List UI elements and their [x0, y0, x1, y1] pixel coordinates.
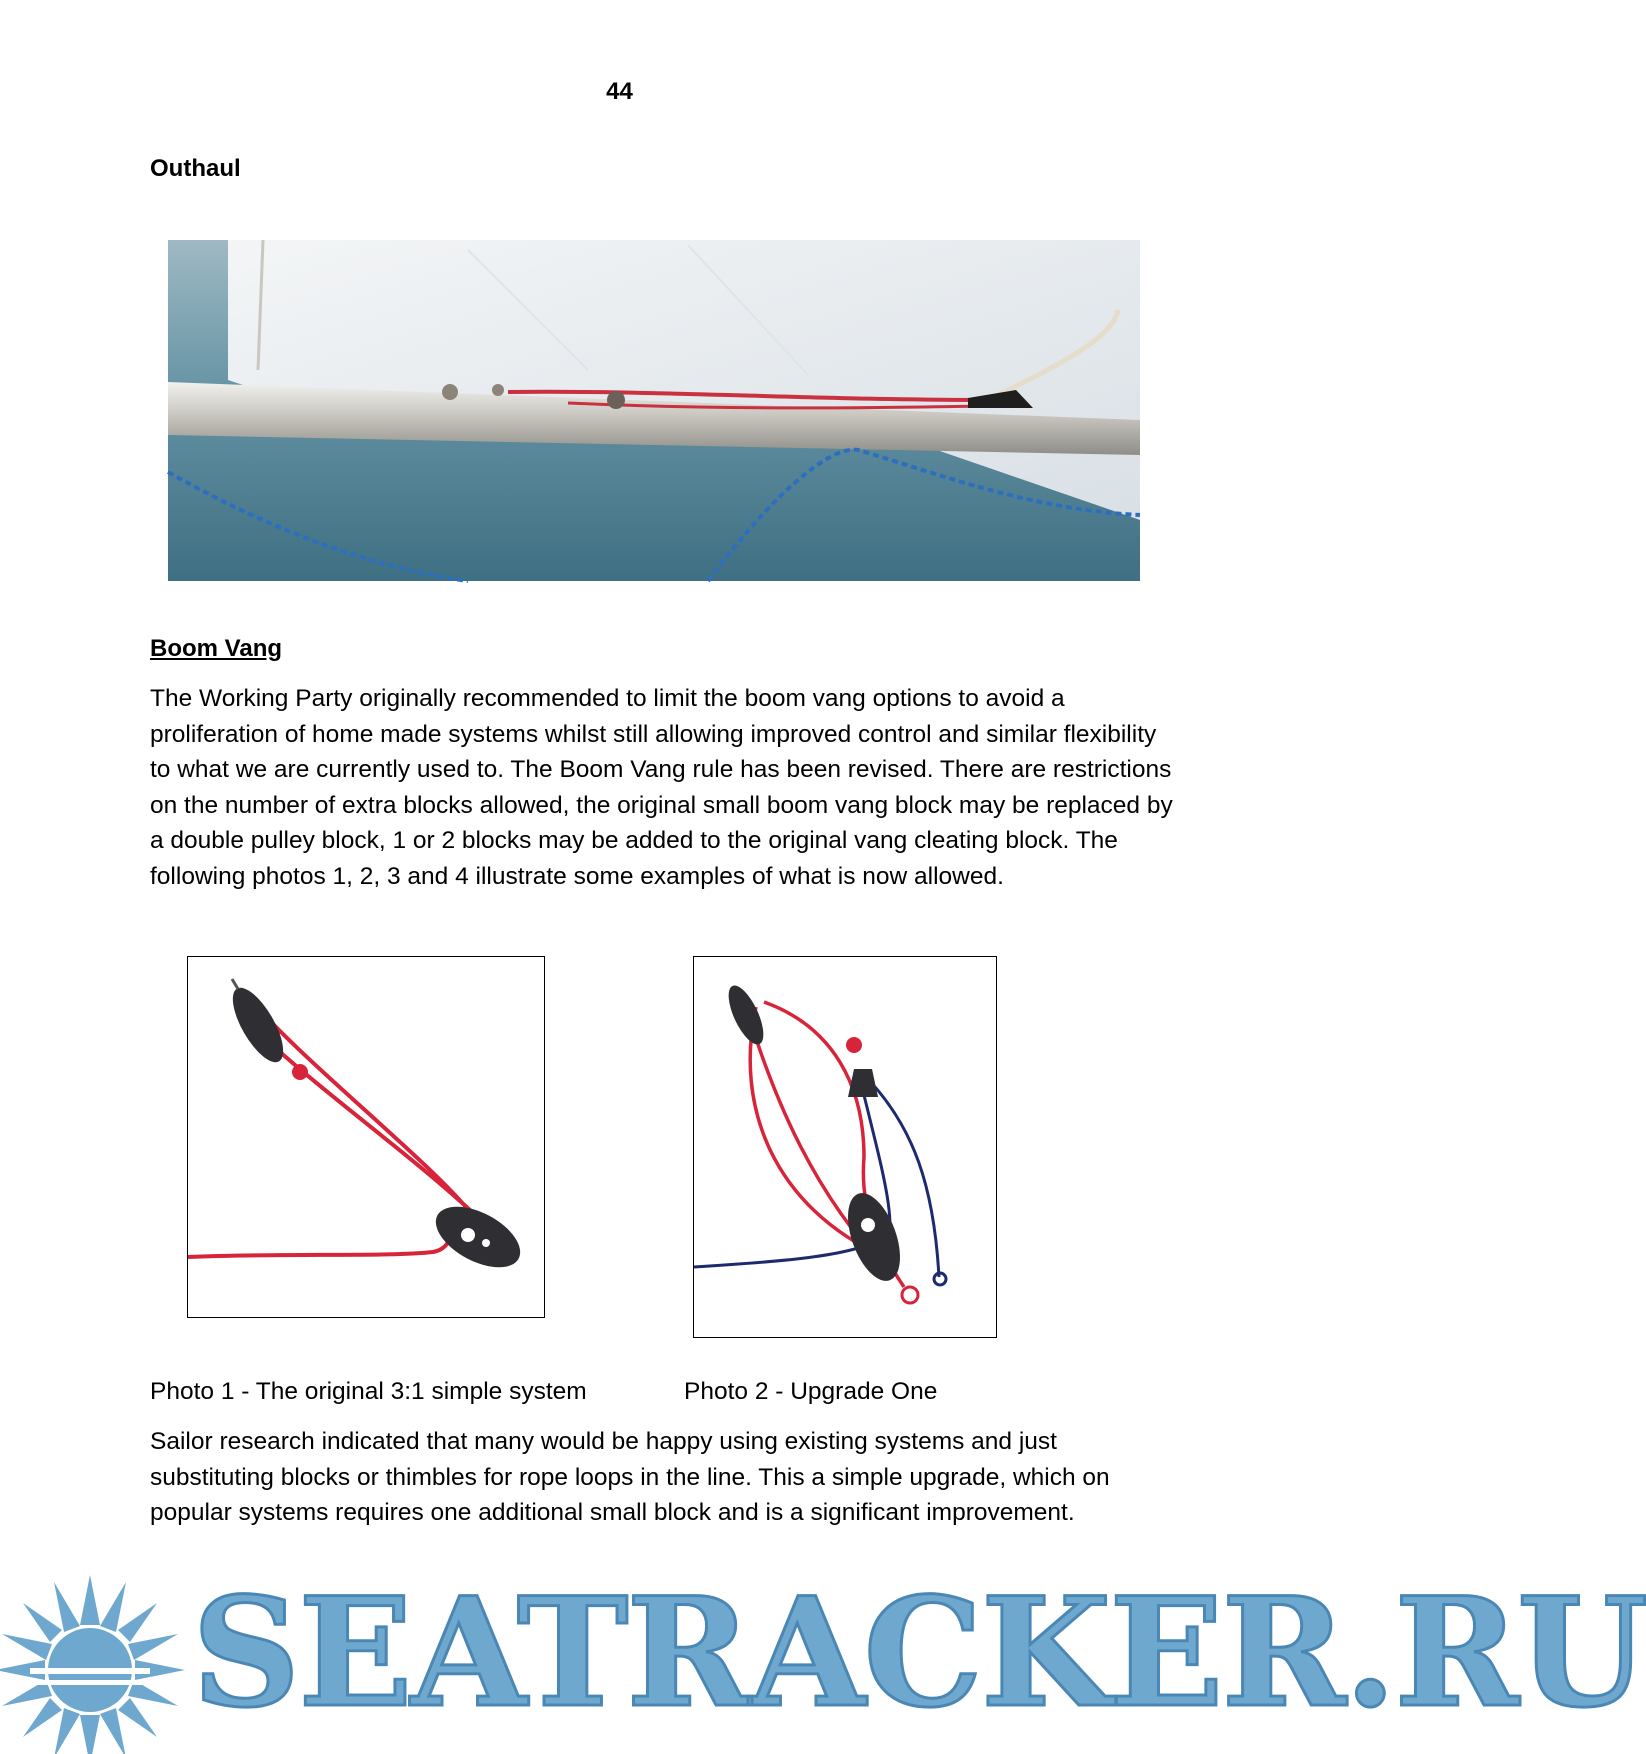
boom-vang-paragraph: The Working Party originally recommended to limit the boom vang options to avoid a proliferation of home made systems whilst still allowing improved control and similar flexibility to what we are currently used to. The Boom Vang rule has been revised. There are restrictions on the number of extra blocks allowed, the original small boom vang block may be replaced by a double pulley block, 1 or 2 blocks may be added to the original vang cleating block. The following photos 1, 2, 3 and 4 illustrate some examples of what is now allowed. [150, 685, 1173, 890]
upgrade-paragraph: Sailor research indicated that many would be happy using existing systems and just substituting blocks or thimbles for rope loops in the line. This a simple upgrade, which on popular systems requires one additional small block and is a significant improvement. [150, 1428, 1110, 1526]
boom-vang-heading: Boom Vang [150, 635, 283, 662]
photo-2-caption: Photo 2 - Upgrade One [684, 1378, 938, 1405]
outhaul-photo [168, 240, 1140, 581]
photo-1-frame [187, 956, 545, 1318]
photo-1-image [188, 957, 544, 1317]
watermark-text: SEATRACKER.RU [192, 1565, 1646, 1741]
page-number: 44 [606, 78, 633, 105]
outhaul-heading: Outhaul [150, 155, 241, 182]
photo-2-frame [693, 956, 997, 1338]
photo-2-image [694, 957, 996, 1337]
photo-1-caption: Photo 1 - The original 3:1 simple system [150, 1378, 587, 1405]
